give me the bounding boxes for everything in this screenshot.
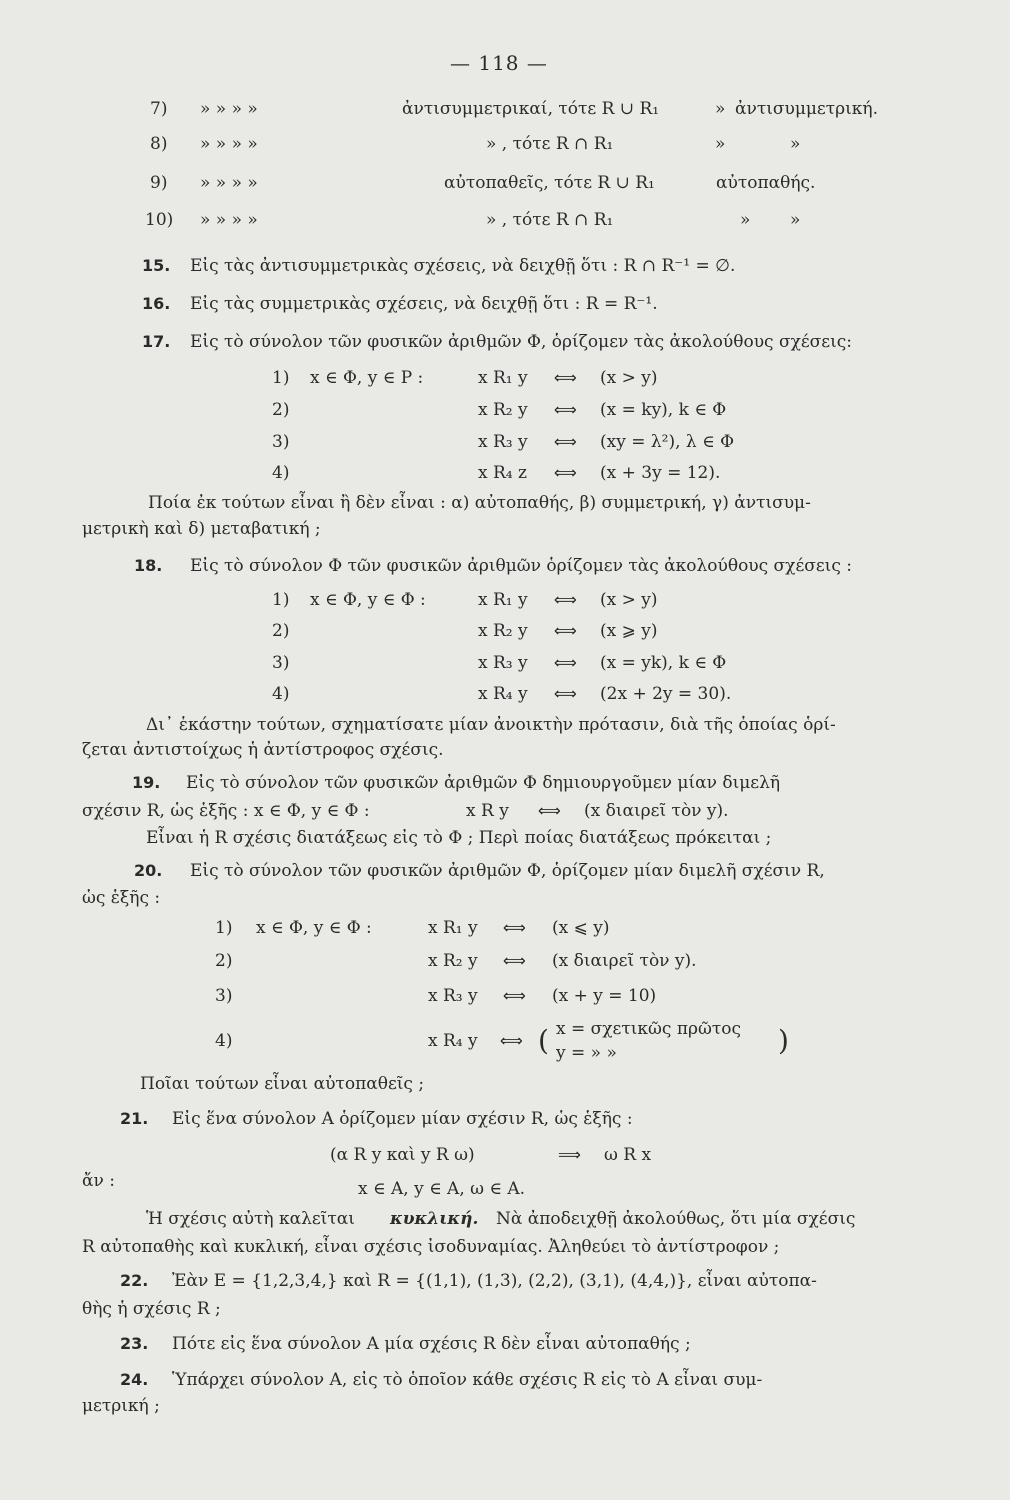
exercise-17-item-1-relation: x R₁ y — [478, 368, 528, 388]
exercise-24-number: 24. — [120, 1370, 149, 1389]
page-number: — 118 — — [450, 51, 548, 75]
exercise-20-number: 20. — [134, 861, 163, 880]
equivalence-arrow-icon: ⟺ — [554, 400, 577, 419]
exercise-24-line-2: μετρική ; — [82, 1396, 160, 1416]
exercise-21-formula-domain: x ∈ A, y ∈ A, ω ∈ A. — [358, 1179, 526, 1199]
exercise-18-intro: Εἰς τὸ σύνολον Φ τῶν φυσικῶν ἀριθμῶν ὁρίζομεν τὰς ἀκολούθους σχέσεις : — [190, 556, 853, 576]
row-8-result: » — [790, 134, 801, 154]
exercise-21-formula-conclusion: ω R x — [604, 1145, 652, 1165]
exercise-17-domain: x ∈ Φ, y ∈ P : — [310, 368, 424, 388]
row-10-result: » — [790, 210, 801, 230]
exercise-21-line-1: Εἰς ἕνα σύνολον A ὁρίζομεν μίαν σχέσιν R, ὡς ἑξῆς : — [172, 1109, 633, 1129]
equivalence-arrow-icon: ⟺ — [503, 918, 526, 937]
exercise-15-number: 15. — [142, 256, 171, 275]
exercise-17-item-2-relation: x R₂ y — [478, 400, 528, 420]
exercise-20-item-1-number: 1) — [215, 918, 233, 938]
row-7-ditto-b: » — [715, 99, 726, 119]
exercise-24-line-1: Ὑπάρχει σύνολον A, εἰς τὸ ὁποῖον κάθε σχέσις R εἰς τὸ A εἶναι συμ- — [172, 1370, 763, 1390]
exercise-21-formula-premise: (α R y καὶ y R ω) — [330, 1145, 475, 1165]
equivalence-arrow-icon: ⟺ — [554, 463, 577, 482]
exercise-18-item-3-definition: (x = yk), k ∈ Φ — [600, 653, 727, 673]
exercise-17-item-3-number: 3) — [272, 432, 290, 452]
row-8-ditto: » » » » — [200, 134, 258, 154]
exercise-23-text: Πότε εἰς ἕνα σύνολον A μία σχέσις R δὲν εἶναι αὐτοπαθής ; — [172, 1334, 691, 1354]
exercise-20-line-1: Εἰς τὸ σύνολον τῶν φυσικῶν ἀριθμῶν Φ, ὁρίζομεν μίαν διμελῆ σχέσιν R, — [190, 861, 825, 881]
exercise-17-item-3-definition: (xy = λ²), λ ∈ Φ — [600, 432, 735, 452]
exercise-19-line-3: Εἶναι ἡ R σχέσις διατάξεως εἰς τὸ Φ ; Περὶ ποίας διατάξεως πρόκειται ; — [146, 828, 772, 848]
row-10-text: » , τότε R ∩ R₁ — [486, 210, 614, 230]
exercise-21-line-3a: Ἡ σχέσις αὐτὴ καλεῖται — [146, 1209, 355, 1229]
exercise-20-item-4-definition-line-2: y = » » — [556, 1043, 617, 1063]
exercise-18-item-4-relation: x R₄ y — [478, 684, 528, 704]
exercise-20-item-2-relation: x R₂ y — [428, 951, 478, 971]
row-7-number: 7) — [150, 99, 168, 119]
exercise-20-item-4-number: 4) — [215, 1031, 233, 1051]
exercise-19-line-1: Εἰς τὸ σύνολον τῶν φυσικῶν ἀριθμῶν Φ δημιουργοῦμεν μίαν διμελῆ — [186, 773, 781, 793]
exercise-18-item-2-relation: x R₂ y — [478, 621, 528, 641]
exercise-17-item-4-definition: (x + 3y = 12). — [600, 463, 721, 483]
exercise-20-domain: x ∈ Φ, y ∈ Φ : — [256, 918, 372, 938]
equivalence-arrow-icon: ⟺ — [554, 432, 577, 451]
exercise-22-number: 22. — [120, 1271, 149, 1290]
exercise-18-item-1-relation: x R₁ y — [478, 590, 528, 610]
row-9-number: 9) — [150, 173, 168, 193]
exercise-17-item-2-number: 2) — [272, 400, 290, 420]
exercise-16-number: 16. — [142, 294, 171, 313]
equivalence-arrow-icon: ⟺ — [554, 621, 577, 640]
exercise-20-item-2-number: 2) — [215, 951, 233, 971]
exercise-21-condition-label: ἄν : — [82, 1171, 115, 1191]
exercise-20-item-3-number: 3) — [215, 986, 233, 1006]
exercise-23-number: 23. — [120, 1334, 149, 1353]
right-paren: ) — [778, 1024, 789, 1057]
left-paren: ( — [538, 1024, 549, 1057]
exercise-21-line-4: R αὐτοπαθὴς καὶ κυκλική, εἶναι σχέσις ἰσοδυναμίας. Ἀληθεύει τὸ ἀντίστροφον ; — [82, 1237, 780, 1257]
equivalence-arrow-icon: ⟺ — [503, 986, 526, 1005]
exercise-21-term-cyclic: κυκλική. — [390, 1209, 479, 1229]
exercise-19-line-2a: σχέσιν R, ὡς ἑξῆς : x ∈ Φ, y ∈ Φ : — [82, 801, 370, 821]
exercise-20-line-2: ὡς ἑξῆς : — [82, 888, 161, 908]
exercise-17-item-3-relation: x R₃ y — [478, 432, 528, 452]
exercise-17-item-2-definition: (x = ky), k ∈ Φ — [600, 400, 727, 420]
equivalence-arrow-icon: ⟺ — [554, 590, 577, 609]
exercise-20-question: Ποῖαι τούτων εἶναι αὐτοπαθεῖς ; — [140, 1074, 425, 1094]
row-9-result: αὐτοπαθής. — [716, 173, 816, 193]
exercise-18-item-4-definition: (2x + 2y = 30). — [600, 684, 732, 704]
implies-arrow-icon: ⟹ — [558, 1145, 581, 1164]
exercise-18-number: 18. — [134, 556, 163, 575]
exercise-22-line-1: Ἐὰν E = {1,2,3,4,} καὶ R = {(1,1), (1,3), (2,2), (3,1), (4,4,)}, εἶναι αὐτοπα- — [172, 1271, 817, 1291]
exercise-20-item-1-definition: (x ⩽ y) — [552, 918, 610, 938]
exercise-20-item-1-relation: x R₁ y — [428, 918, 478, 938]
exercise-18-question-line-1: Δι᾽ ἑκάστην τούτων, σχηματίσατε μίαν ἀνοικτὴν πρότασιν, διὰ τῆς ὁποίας ὁρί- — [146, 715, 836, 735]
exercise-20-item-4-definition-line-1: x = σχετικῶς πρῶτος — [556, 1019, 742, 1039]
exercise-18-item-1-definition: (x > y) — [600, 590, 658, 610]
exercise-20-item-2-definition: (x διαιρεῖ τὸν y). — [552, 951, 697, 971]
row-8-text: » , τότε R ∩ R₁ — [486, 134, 614, 154]
equivalence-arrow-icon: ⟺ — [554, 653, 577, 672]
equivalence-arrow-icon: ⟺ — [500, 1031, 523, 1050]
exercise-18-item-4-number: 4) — [272, 684, 290, 704]
row-9-text: αὐτοπαθεῖς, τότε R ∪ R₁ — [444, 173, 655, 193]
exercise-18-item-2-number: 2) — [272, 621, 290, 641]
row-10-number: 10) — [145, 210, 174, 230]
exercise-18-domain: x ∈ Φ, y ∈ Φ : — [310, 590, 426, 610]
equivalence-arrow-icon: ⟺ — [503, 951, 526, 970]
row-7-ditto: » » » » — [200, 99, 258, 119]
exercise-17-item-4-number: 4) — [272, 463, 290, 483]
row-10-ditto: » » » » — [200, 210, 258, 230]
row-10-ditto-b: » — [740, 210, 751, 230]
exercise-18-item-3-relation: x R₃ y — [478, 653, 528, 673]
exercise-15-text: Εἰς τὰς ἀντισυμμετρικὰς σχέσεις, νὰ δειχθῇ ὅτι : R ∩ R⁻¹ = ∅. — [190, 256, 736, 276]
exercise-21-line-3c: Νὰ ἀποδειχθῇ ἀκολούθως, ὅτι μία σχέσις — [496, 1209, 856, 1229]
row-8-ditto-b: » — [715, 134, 726, 154]
row-9-ditto: » » » » — [200, 173, 258, 193]
exercise-17-question-line-1: Ποία ἐκ τούτων εἶναι ἢ δὲν εἶναι : α) αὐτοπαθής, β) συμμετρική, γ) ἀντισυμ- — [148, 493, 811, 513]
exercise-19-definition: (x διαιρεῖ τὸν y). — [584, 801, 729, 821]
exercise-17-item-1-number: 1) — [272, 368, 290, 388]
exercise-22-line-2: θὴς ἡ σχέσις R ; — [82, 1299, 221, 1319]
exercise-18-question-line-2: ζεται ἀντιστοίχως ἡ ἀντίστροφος σχέσις. — [82, 740, 444, 760]
exercise-17-number: 17. — [142, 332, 171, 351]
exercise-18-item-2-definition: (x ⩾ y) — [600, 621, 658, 641]
exercise-20-item-3-relation: x R₃ y — [428, 986, 478, 1006]
exercise-20-item-3-definition: (x + y = 10) — [552, 986, 657, 1006]
row-8-number: 8) — [150, 134, 168, 154]
exercise-16-text: Εἰς τὰς συμμετρικὰς σχέσεις, νὰ δειχθῇ ὅτι : R = R⁻¹. — [190, 294, 658, 314]
equivalence-arrow-icon: ⟺ — [538, 801, 561, 820]
exercise-20-item-4-relation: x R₄ y — [428, 1031, 478, 1051]
row-7-result: ἀντισυμμετρική. — [735, 99, 879, 119]
row-7-text: ἀντισυμμετρικαί, τότε R ∪ R₁ — [402, 99, 660, 119]
exercise-17-intro: Εἰς τὸ σύνολον τῶν φυσικῶν ἀριθμῶν Φ, ὁρίζομεν τὰς ἀκολούθους σχέσεις: — [190, 332, 853, 352]
exercise-17-item-1-definition: (x > y) — [600, 368, 658, 388]
equivalence-arrow-icon: ⟺ — [554, 684, 577, 703]
exercise-18-item-1-number: 1) — [272, 590, 290, 610]
exercise-18-item-3-number: 3) — [272, 653, 290, 673]
exercise-19-relation: x R y — [466, 801, 509, 821]
equivalence-arrow-icon: ⟺ — [554, 368, 577, 387]
exercise-21-number: 21. — [120, 1109, 149, 1128]
exercise-19-number: 19. — [132, 773, 161, 792]
exercise-17-question-line-2: μετρικὴ καὶ δ) μεταβατική ; — [82, 519, 321, 539]
exercise-17-item-4-relation: x R₄ z — [478, 463, 527, 483]
